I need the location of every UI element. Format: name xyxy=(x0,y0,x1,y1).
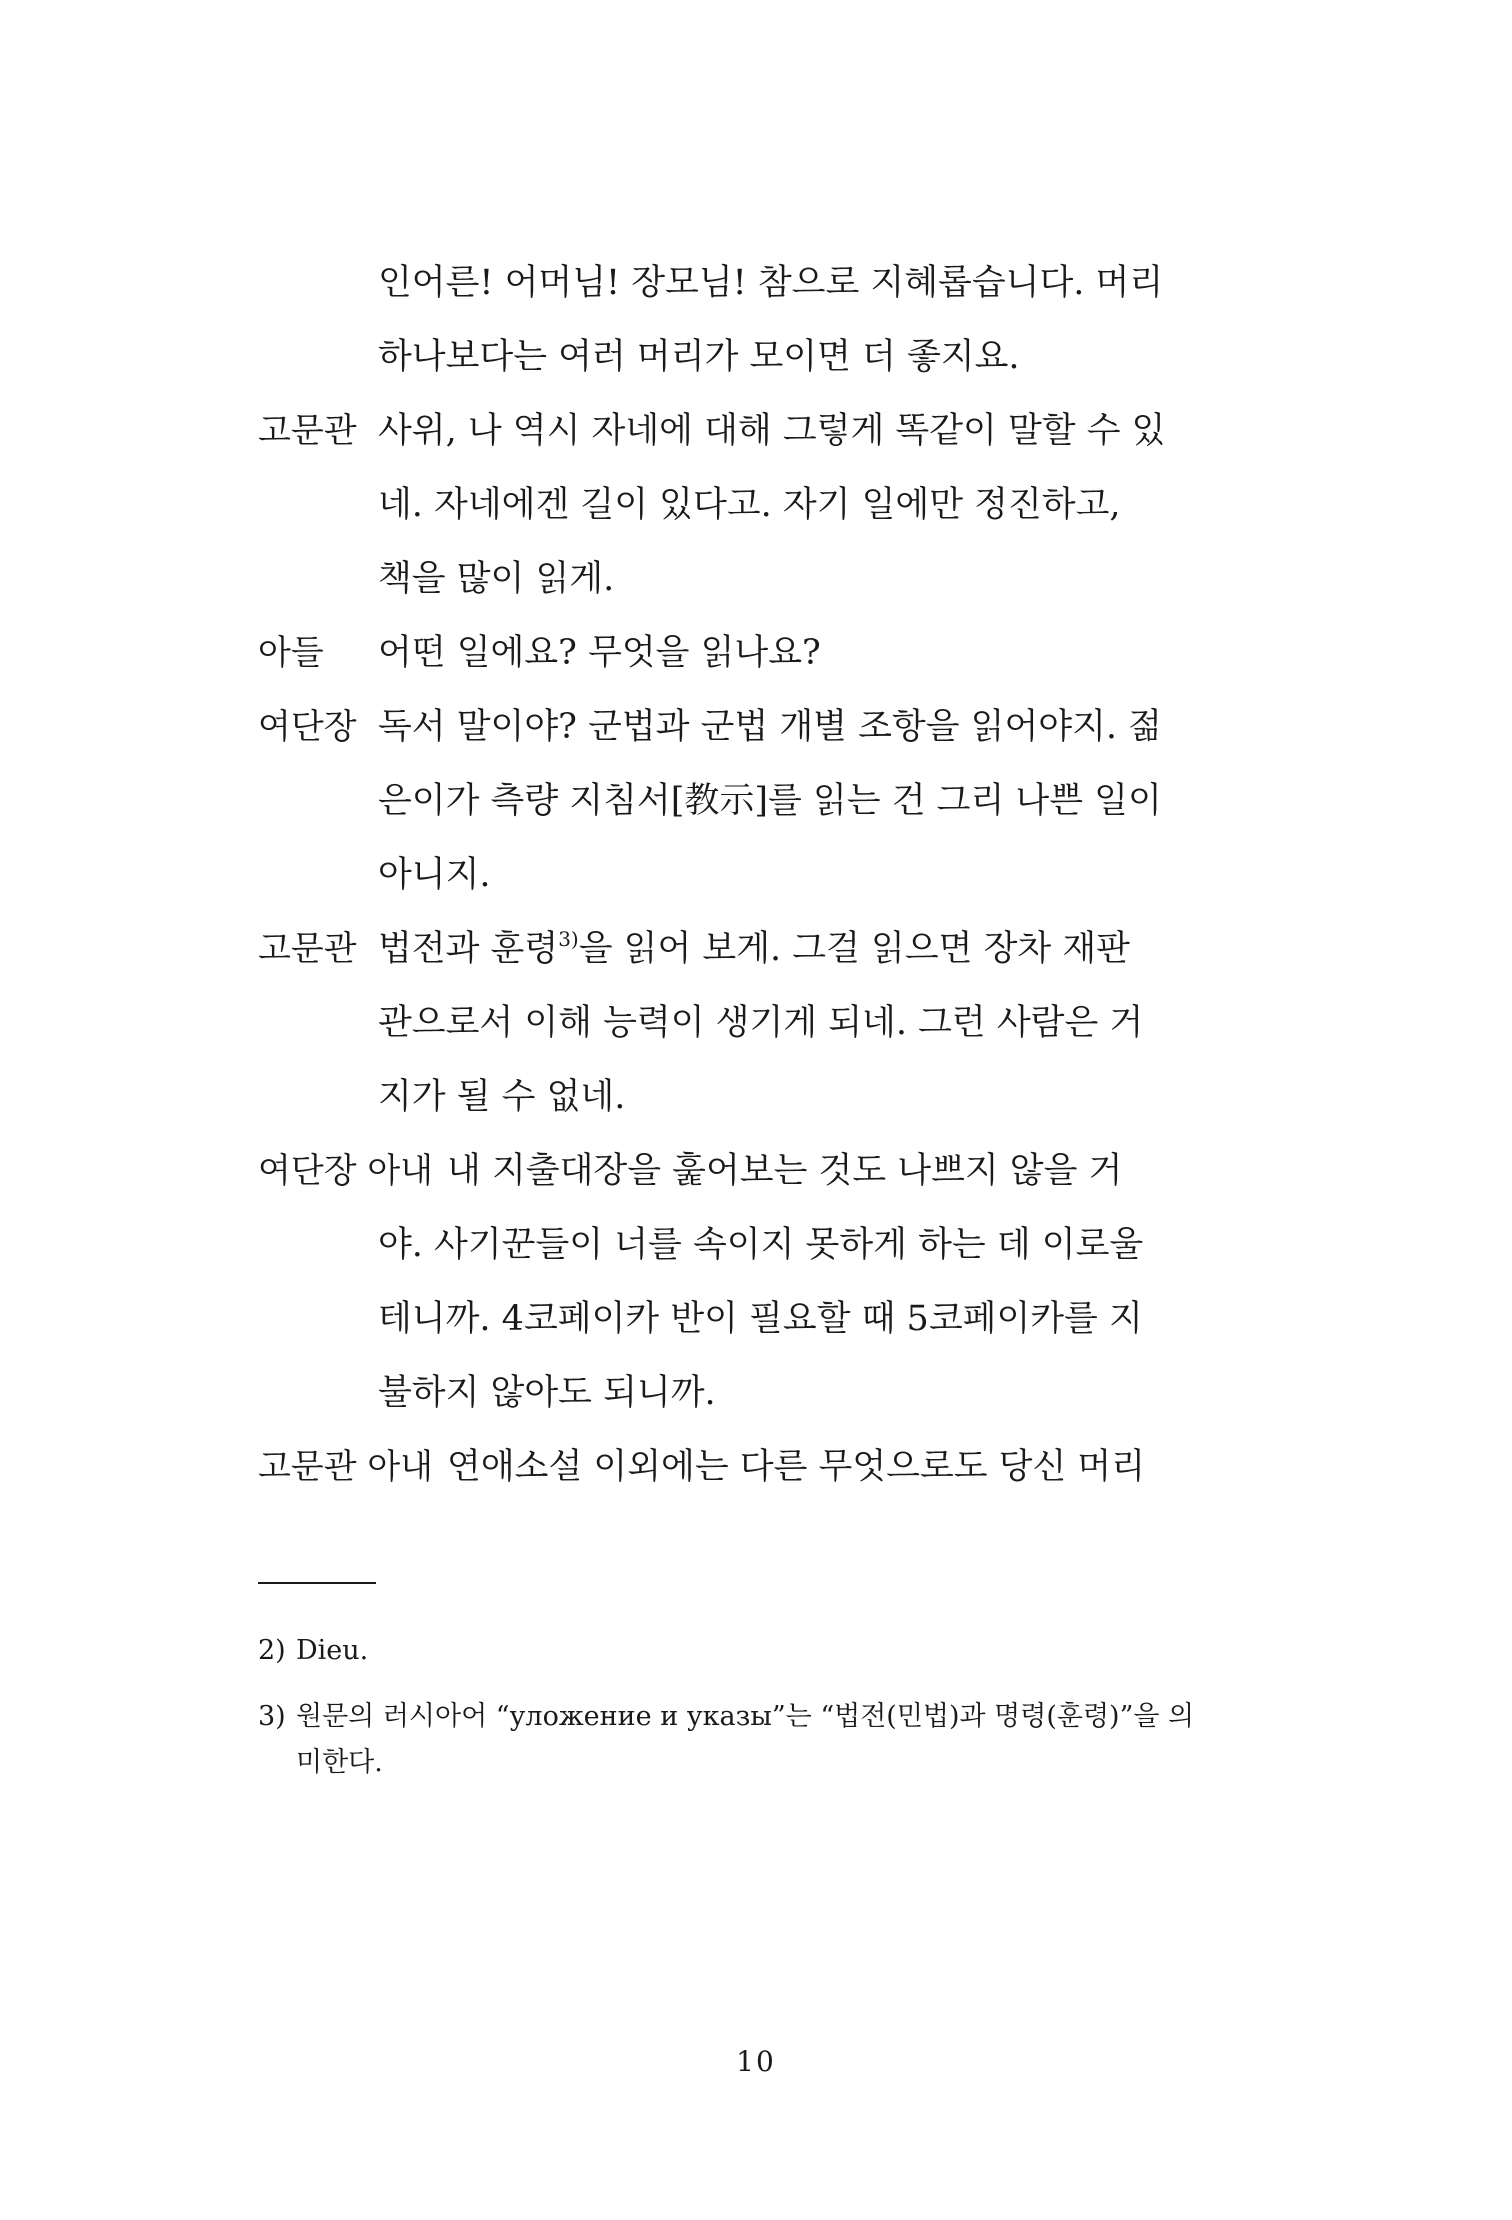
footnote-reference: 3) xyxy=(558,927,579,951)
footnote-text: Dieu. xyxy=(296,1635,369,1666)
line-text: 연애소설 이외에는 다른 무엇으로도 당신 머리 xyxy=(447,1447,1146,1487)
line-text: 네. 자네에겐 길이 있다고. 자기 일에만 정진하고, xyxy=(378,485,1121,525)
dialogue-line xyxy=(258,1356,1198,1430)
footnote-number: 2) xyxy=(258,1635,286,1666)
line-text: 독서 말이야? 군법과 군법 개별 조항을 읽어야지. 젊 xyxy=(378,707,1162,747)
footnote xyxy=(258,1628,1218,1674)
speaker-name: 여단장 아내 xyxy=(258,1151,434,1191)
dialogue-line xyxy=(258,616,1198,690)
footnote-text: 원문의 러시아어 “уложение и указы”는 “법전(민법)과 명령(훈령)”을 의미한다. xyxy=(296,1701,1195,1778)
line-text: 사위, 나 역시 자네에 대해 그렇게 똑같이 말할 수 있 xyxy=(378,411,1166,451)
line-text: 책을 많이 읽게. xyxy=(378,559,615,599)
line-text: 법전과 훈령 xyxy=(378,929,559,969)
line-text: 불하지 않아도 되니까. xyxy=(378,1373,716,1413)
footnote-number: 3) xyxy=(258,1701,286,1732)
line-text: 지가 될 수 없네. xyxy=(378,1077,626,1117)
dialogue-line xyxy=(258,1134,1198,1208)
line-text: 관으로서 이해 능력이 생기게 되네. 그런 사람은 거 xyxy=(378,1003,1144,1043)
dialogue-line xyxy=(258,764,1198,838)
dialogue-line xyxy=(258,1060,1198,1134)
dialogue-line xyxy=(258,394,1198,468)
line-text: 은이가 측량 지침서[教示]를 읽는 건 그리 나쁜 일이 xyxy=(378,781,1162,821)
dialogue-line xyxy=(258,1430,1198,1504)
page-number: 10 xyxy=(736,2045,776,2078)
footnotes xyxy=(258,1628,1218,1806)
speaker-name: 고문관 아내 xyxy=(258,1447,434,1487)
line-text: 하나보다는 여러 머리가 모이면 더 좋지요. xyxy=(378,337,1020,377)
dialogue-line xyxy=(258,542,1198,616)
footnote-divider xyxy=(258,1582,376,1584)
dialogue-line xyxy=(258,468,1198,542)
speaker-name: 여단장 xyxy=(258,707,357,747)
dialogue-line xyxy=(258,320,1198,394)
line-text: 인어른! 어머님! 장모님! 참으로 지혜롭습니다. 머리 xyxy=(378,263,1164,303)
dialogue-line xyxy=(258,1282,1198,1356)
dialogue-line xyxy=(258,986,1198,1060)
dialogue-line xyxy=(258,912,1198,986)
dialogue-line xyxy=(258,246,1198,320)
line-text: 야. 사기꾼들이 너를 속이지 못하게 하는 데 이로울 xyxy=(378,1225,1144,1265)
speaker-name: 고문관 xyxy=(258,929,357,969)
footnote xyxy=(258,1694,1218,1786)
line-text: 내 지출대장을 훑어보는 것도 나쁘지 않을 거 xyxy=(447,1151,1123,1191)
dialogue-line xyxy=(258,690,1198,764)
dialogue-text xyxy=(258,246,1198,1504)
dialogue-line xyxy=(258,1208,1198,1282)
speaker-name: 아들 xyxy=(258,633,324,673)
line-text: 아니지. xyxy=(378,855,491,895)
dialogue-line xyxy=(258,838,1198,912)
line-text-after: 을 읽어 보게. 그걸 읽으면 장차 재판 xyxy=(578,929,1130,969)
line-text: 어떤 일에요? 무엇을 읽나요? xyxy=(378,633,821,673)
speaker-name: 고문관 xyxy=(258,411,357,451)
line-text: 테니까. 4코페이카 반이 필요할 때 5코페이카를 지 xyxy=(378,1299,1143,1339)
